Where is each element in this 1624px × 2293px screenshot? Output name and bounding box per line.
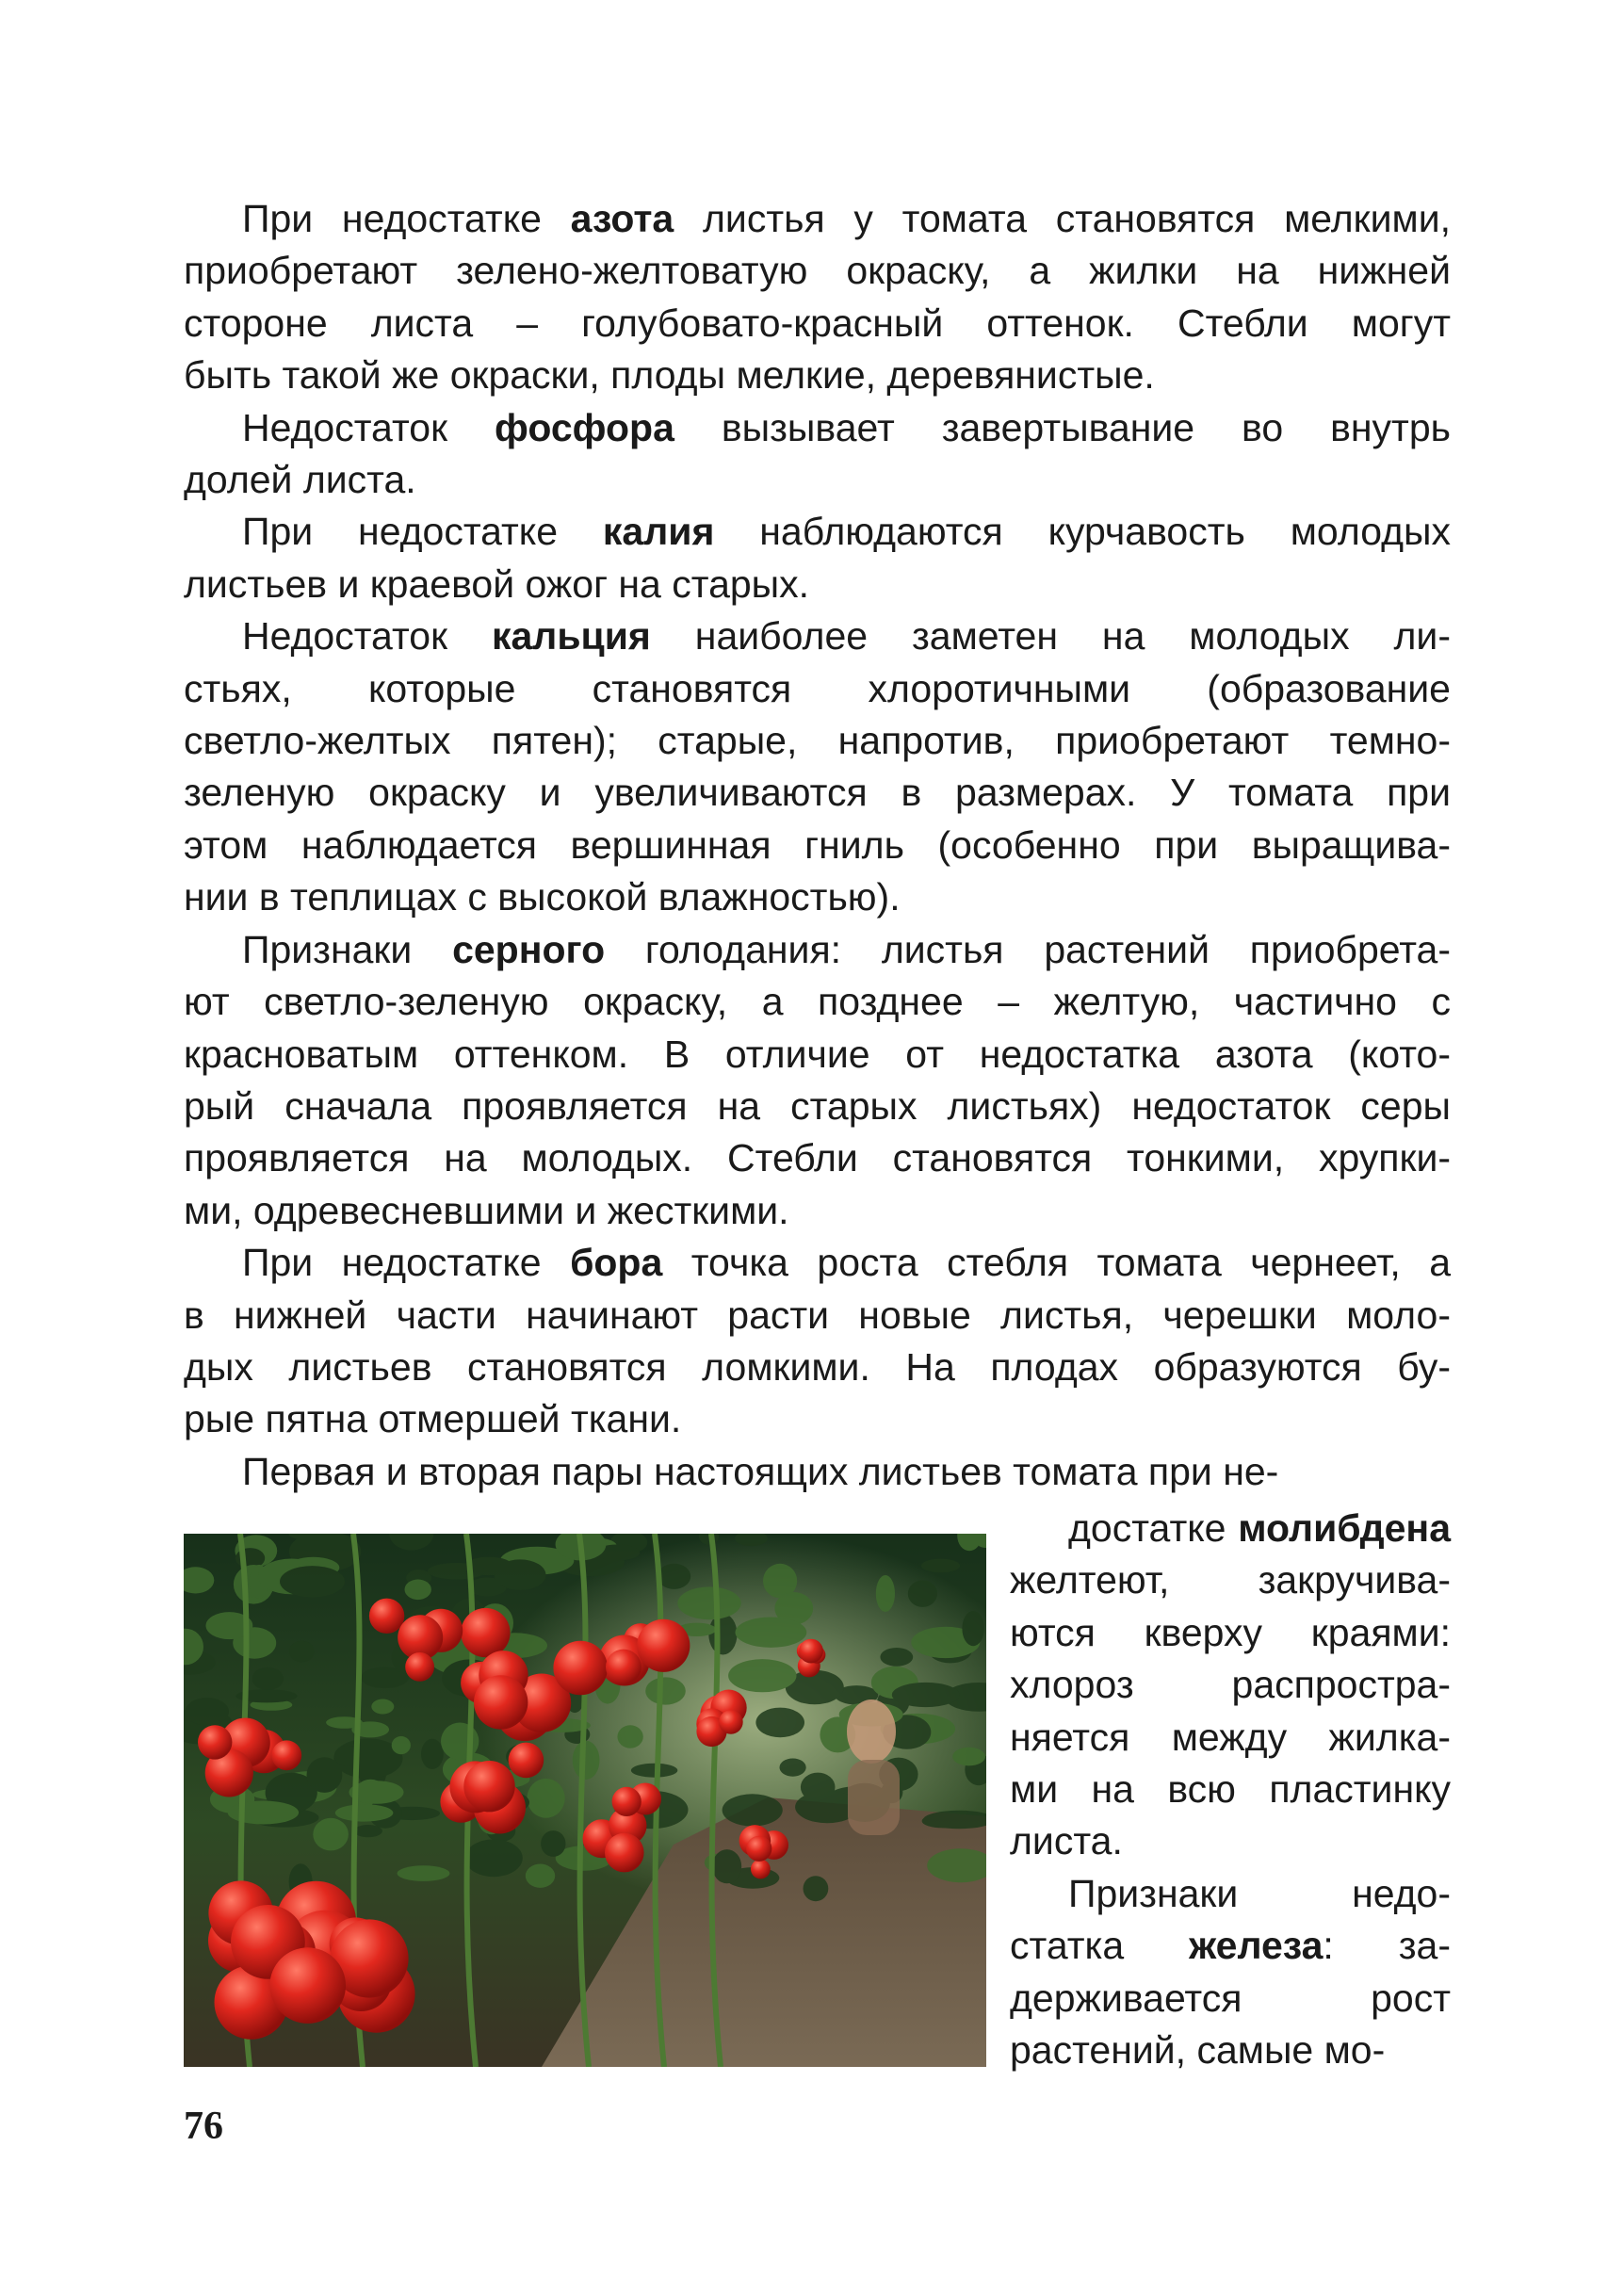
- text-line: [1010, 1554, 1451, 1606]
- text-line: [1010, 1764, 1451, 1815]
- paragraph-potassium: [184, 506, 1451, 610]
- text-segment: приобретают зелено-желтоватую окраску, а жилки на нижней: [184, 249, 1451, 293]
- leaf-shape: [392, 1736, 411, 1754]
- text-segment: точка роста стебля томата чернеет, а: [662, 1241, 1451, 1285]
- leaf-shape: [708, 1614, 737, 1655]
- text-segment: При недостатке: [242, 1241, 571, 1285]
- text-segment: статка: [1010, 1924, 1190, 1968]
- tomato-fruit: [269, 1947, 346, 2024]
- tomato-fruit: [369, 1599, 404, 1634]
- tomato-fruit: [198, 1725, 232, 1759]
- text-line: [184, 976, 1451, 1028]
- leaf-shape: [464, 1839, 522, 1877]
- text-segment: растений, самые мо-: [1010, 2028, 1386, 2073]
- text-line: [184, 715, 1451, 767]
- text-segment: этом наблюдается вершинная гниль (особенно при выращива-: [184, 822, 1451, 867]
- page-number: 76: [184, 2105, 223, 2148]
- tomato-fruit: [746, 1836, 771, 1862]
- text-segment: ются кверху краями:: [1010, 1610, 1451, 1654]
- leaf-shape: [495, 1559, 546, 1590]
- text-segment: ми, одревесневшими и жесткими.: [184, 1188, 789, 1232]
- text-segment: Признаки недо-: [1068, 1871, 1451, 1915]
- leaf-shape: [804, 1876, 829, 1901]
- bold-term: фосфора: [495, 405, 674, 449]
- text-line: [184, 506, 1451, 558]
- text-line: [184, 1185, 1451, 1237]
- text-segment: зеленую окраску и увеличиваются в размерах. У томата при: [184, 771, 1451, 815]
- paragraph-nitrogen: [184, 193, 1451, 402]
- text-segment: светло-желтых пятен); старые, напротив, приобретают темно-: [184, 719, 1451, 763]
- tomato-fruit: [271, 1740, 301, 1770]
- leaf-shape: [736, 1618, 807, 1648]
- leaf-shape: [892, 1683, 960, 1707]
- leaf-shape: [952, 1748, 985, 1766]
- leaf-shape: [645, 1677, 686, 1704]
- text-line: [1010, 1503, 1451, 1554]
- text-line: [184, 1081, 1451, 1132]
- leaf-shape: [631, 1764, 677, 1778]
- bold-term: серного: [452, 927, 606, 971]
- text-segment: дых листьев становятся ломкими. На плодах образуются бу-: [184, 1344, 1451, 1389]
- leaf-shape: [677, 1586, 740, 1619]
- text-segment: Признаки: [242, 927, 453, 971]
- text-line: [1010, 1973, 1451, 2025]
- leaf-shape: [185, 1698, 229, 1726]
- leaf-shape: [313, 1818, 349, 1851]
- text-segment: проявляется на молодых. Стебли становятся тонкими, хрупки-: [184, 1136, 1451, 1180]
- leaf-shape: [228, 1801, 299, 1825]
- text-segment: наиболее заметен на молодых ли-: [650, 614, 1451, 659]
- leaf-shape: [289, 1641, 315, 1663]
- text-line: [184, 1132, 1451, 1184]
- tomato-fruit: [612, 1787, 641, 1816]
- tomato-fruit: [799, 1639, 823, 1664]
- leaf-shape: [617, 1725, 642, 1748]
- tomato-plants-illustration: [184, 1534, 986, 2067]
- leaf-shape: [573, 1741, 600, 1780]
- text-segment: нии в теплицах с высокой влажностью).: [184, 875, 901, 919]
- tomato-fruit: [405, 1652, 434, 1682]
- bold-term: молибдена: [1238, 1506, 1451, 1550]
- leaf-shape: [723, 1794, 783, 1826]
- text-segment: в нижней части начинают расти новые листья, черешки моло-: [184, 1293, 1451, 1337]
- tomato-fruit: [553, 1641, 608, 1696]
- text-line: [1010, 1712, 1451, 1764]
- tomato-fruit: [509, 1743, 544, 1779]
- leaf-shape: [528, 1779, 565, 1818]
- text-line: [184, 610, 1451, 662]
- leaf-shape: [398, 1865, 450, 1881]
- text-line: [184, 924, 1451, 976]
- leaf-shape: [880, 1648, 913, 1667]
- text-segment: стьях, которые становятся хлоротичными (образование: [184, 666, 1451, 710]
- text-segment: вызывает завертывание во внутрь: [674, 405, 1451, 449]
- tomato-fruit: [463, 1761, 514, 1812]
- text-segment: стороне листа – голубовато-красный оттенок. Стебли могут: [184, 301, 1451, 345]
- tomato-fruit: [751, 1860, 771, 1879]
- leaf-shape: [526, 1864, 555, 1888]
- text-segment: При недостатке: [242, 197, 571, 240]
- paragraph-phosphorus: [184, 402, 1451, 507]
- text-line: [184, 402, 1451, 454]
- text-line: [1010, 1920, 1451, 1972]
- tomato-greenhouse-photo: [184, 1534, 986, 2067]
- side-text-column: [1010, 1503, 1451, 2076]
- bold-term: калия: [602, 510, 715, 554]
- text-line: [184, 298, 1451, 350]
- leaf-shape: [252, 1667, 284, 1690]
- leaf-shape: [780, 1759, 806, 1777]
- paragraph-boron: [184, 1237, 1451, 1446]
- text-segment: красноватым оттенком. В отличие от недостатка азота (кото-: [184, 1032, 1451, 1076]
- text-segment: При недостатке: [242, 510, 603, 554]
- text-line: [184, 193, 1451, 245]
- text-segment: голодания: листья растений приобрета-: [605, 927, 1452, 971]
- leaf-shape: [541, 1830, 565, 1857]
- text-segment: ми на всю пластинку: [1010, 1767, 1451, 1812]
- bold-term: кальция: [491, 614, 651, 659]
- main-text-column: [184, 193, 1451, 1498]
- leaf-shape: [280, 1566, 345, 1597]
- text-line: [1010, 1815, 1451, 1867]
- text-segment: желтеют, закручива-: [1010, 1558, 1451, 1602]
- leaf-shape: [428, 1563, 485, 1580]
- tomato-fruit: [606, 1650, 641, 1685]
- text-segment: Недостаток: [242, 405, 495, 449]
- leaf-shape: [712, 1849, 741, 1883]
- text-segment: рые пятна отмершей ткани.: [184, 1397, 682, 1441]
- text-segment: рый сначала проявляется на старых листьях) недостаток серы: [184, 1083, 1451, 1128]
- text-segment: : за-: [1323, 1924, 1451, 1968]
- tomato-fruit: [461, 1608, 510, 1657]
- leaf-shape: [755, 1708, 804, 1738]
- text-line: [184, 1446, 1451, 1498]
- text-segment: няется между жилка-: [1010, 1715, 1451, 1759]
- text-line: [184, 454, 1451, 506]
- leaf-shape: [371, 1699, 394, 1715]
- text-segment: держивается рост: [1010, 1976, 1451, 2020]
- text-segment: листьев и краевой ожог на старых.: [184, 561, 810, 606]
- text-line: [184, 1342, 1451, 1393]
- paragraph-molybdenum: [1010, 1503, 1451, 1868]
- text-line: [1010, 1868, 1451, 1920]
- text-line: [184, 820, 1451, 871]
- text-line: [184, 871, 1451, 923]
- text-segment: Недостаток: [242, 614, 492, 659]
- leaf-shape: [908, 1581, 937, 1607]
- text-line: [184, 663, 1451, 715]
- leaf-shape: [405, 1580, 431, 1601]
- text-line: [184, 1029, 1451, 1081]
- text-line: [1010, 2025, 1451, 2076]
- text-line: [184, 245, 1451, 297]
- text-segment: долей листа.: [184, 458, 416, 502]
- text-segment: хлороз распростра-: [1010, 1663, 1451, 1707]
- paragraph-iron: [1010, 1868, 1451, 2077]
- leaf-shape: [921, 1559, 960, 1573]
- text-line: [1010, 1607, 1451, 1659]
- leaf-shape: [307, 1757, 343, 1793]
- paragraph-sulfur: [184, 924, 1451, 1237]
- text-segment: ют светло-зеленую окраску, а позднее – желтую, частично с: [184, 980, 1451, 1024]
- text-segment: наблюдаются курчавость молодых: [714, 510, 1451, 554]
- paragraph-calcium: [184, 610, 1451, 923]
- text-segment: листья у томата становятся мелкими,: [674, 197, 1451, 240]
- paragraph-molybdenum-intro: [184, 1446, 1451, 1498]
- text-line: [184, 1237, 1451, 1289]
- leaf-shape: [335, 1804, 394, 1821]
- text-segment: листа.: [1010, 1819, 1123, 1863]
- leaf-shape: [962, 1611, 983, 1646]
- text-line: [184, 559, 1451, 610]
- tomato-fruit: [474, 1675, 528, 1729]
- text-segment: достатке: [1068, 1506, 1239, 1550]
- bold-term: железа: [1189, 1924, 1324, 1968]
- text-line: [184, 767, 1451, 819]
- leaf-shape: [658, 1564, 690, 1589]
- text-segment: быть такой же окраски, плоды мелкие, деревянистые.: [184, 353, 1155, 398]
- text-line: [184, 350, 1451, 401]
- leaf-shape: [876, 1575, 895, 1612]
- text-line: [184, 1290, 1451, 1342]
- tomato-fruit: [605, 1833, 644, 1873]
- text-line: [184, 1393, 1451, 1445]
- leaf-shape: [728, 1659, 796, 1692]
- tomato-fruit: [637, 1619, 690, 1672]
- text-line: [1010, 1659, 1451, 1711]
- text-segment: Первая и вторая пары настоящих листьев томата при не-: [242, 1449, 1279, 1493]
- leaf-shape: [421, 1739, 444, 1769]
- bold-term: бора: [570, 1241, 663, 1285]
- tomato-fruit: [719, 1710, 743, 1734]
- bold-term: азота: [570, 197, 674, 240]
